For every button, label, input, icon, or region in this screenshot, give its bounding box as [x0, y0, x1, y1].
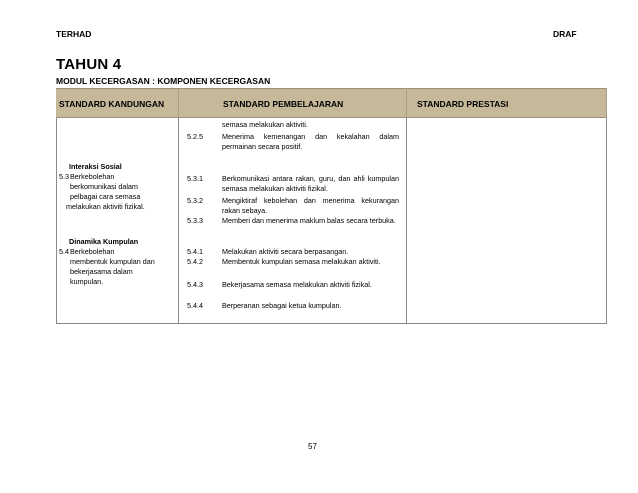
- header-draf: DRAF: [553, 29, 577, 39]
- item-text: Melakukan aktiviti secara berpasangan.: [222, 247, 349, 256]
- section-number: 5.3: [59, 172, 69, 181]
- kandungan-line: kumpulan.: [70, 277, 104, 286]
- item-code: 5.3.3: [187, 216, 203, 225]
- module-subtitle: MODUL KECERGASAN : KOMPONEN KECERGASAN: [56, 76, 271, 86]
- item-code: 5.2.5: [187, 132, 203, 141]
- header-divider: [406, 88, 407, 118]
- kandungan-line: Berkebolehan: [70, 247, 115, 256]
- kandungan-line: membentuk kumpulan dan: [70, 257, 155, 266]
- item-text: Membentuk kumpulan semasa melakukan aktiviti.: [222, 257, 381, 266]
- item-text: Memberi dan menerima maklum balas secara terbuka.: [222, 216, 396, 225]
- header-standard-kandungan: STANDARD KANDUNGAN: [59, 99, 165, 109]
- header-standard-pembelajaran: STANDARD PEMBELAJARAN: [223, 99, 344, 109]
- header-terhad: TERHAD: [56, 29, 92, 39]
- kandungan-line: Berkebolehan: [70, 172, 115, 181]
- item-code: 5.4.4: [187, 301, 203, 310]
- column-divider: [606, 118, 607, 324]
- item-text: Bekerjasama semasa melakukan aktiviti fizikal.: [222, 280, 372, 289]
- column-divider: [178, 118, 179, 324]
- curriculum-table: [56, 88, 607, 324]
- page-title: TAHUN 4: [56, 56, 122, 73]
- item-text: Menerima kemenangan dan kekalahan dalam permainan secara positif.: [222, 132, 399, 151]
- item-code: 5.4.1: [187, 247, 203, 256]
- section-heading-dinamika-kumpulan: Dinamika Kumpulan: [69, 237, 139, 246]
- column-divider: [56, 118, 57, 324]
- item-text: Berperanan sebagai ketua kumpulan.: [222, 301, 342, 310]
- carryover-text: semasa melakukan aktiviti.: [222, 120, 308, 129]
- item-code: 5.3.1: [187, 174, 203, 183]
- column-divider: [406, 118, 407, 324]
- section-number: 5.4: [59, 247, 69, 256]
- table-header-row: [56, 88, 607, 118]
- section-heading-interaksi-sosial: Interaksi Sosial: [69, 162, 122, 171]
- item-code: 5.4.2: [187, 257, 203, 266]
- item-code: 5.3.2: [187, 196, 203, 205]
- item-text: Mengiktiraf kebolehan dan menerima kekurangan rakan sebaya.: [222, 196, 399, 215]
- item-code: 5.4.3: [187, 280, 203, 289]
- header-divider: [178, 88, 179, 118]
- table-bottom-border: [56, 323, 607, 324]
- header-standard-prestasi: STANDARD PRESTASI: [417, 99, 509, 109]
- kandungan-line: bekerjasama dalam: [70, 267, 133, 276]
- header-divider: [606, 88, 607, 118]
- kandungan-line: pelbagai cara semasa: [70, 192, 141, 201]
- page-number: 57: [308, 442, 317, 451]
- kandungan-line: melakukan aktiviti fizikal.: [66, 202, 145, 211]
- kandungan-line: berkomunikasi dalam: [70, 182, 138, 191]
- item-text: Berkomunikasi antara rakan, guru, dan ahli kumpulan semasa melakukan aktiviti fizikal.: [222, 174, 399, 193]
